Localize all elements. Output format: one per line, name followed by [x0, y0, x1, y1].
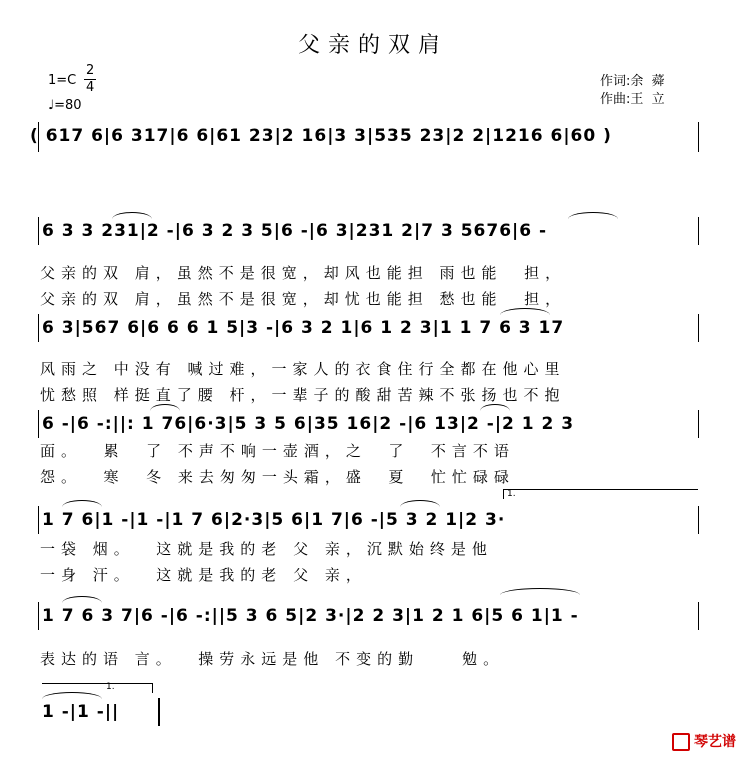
composer-credit: 作曲:王 立: [600, 92, 665, 107]
song-title: 父亲的双肩: [297, 33, 448, 58]
time-signature-top: 2: [86, 63, 95, 78]
line-end-bar: [698, 122, 699, 152]
volta-bracket-edge: [152, 683, 153, 693]
line-end-bar: [698, 602, 699, 630]
line-end-bar: [698, 506, 699, 534]
notation-line-1: ( 617 6|6 317|6 6|61 23|2 16|3 3|535 23|2 2|1216 6|60 ): [30, 126, 612, 146]
line-start-bar: [38, 217, 39, 245]
line-start-bar: [38, 314, 39, 342]
lyrics-verse-2-line-4: 一身 汗。 这就是我的老 父 亲，: [40, 566, 367, 584]
lyrics-verse-2-line-2: 忧愁照 样挺直了腰 杆，一辈子的酸甜苦辣不张扬也不抱: [40, 386, 566, 404]
slur-mark: [42, 692, 102, 699]
line-start-bar: [38, 602, 39, 630]
notation-line-6: 1 7 6 3 7|6 -|6 -:||5 3 6 5|2 3·|2 2 3|1 2 1 6|5 6 1|1 -: [42, 606, 579, 626]
slur-mark: [112, 212, 152, 219]
volta-bracket-edge: [503, 489, 504, 499]
line-end-bar: [698, 410, 699, 438]
notation-line-7: 1 -|1 -||: [42, 702, 120, 722]
site-logo: [672, 731, 736, 751]
line-end-bar: [698, 217, 699, 245]
lyrics-verse-1-line-1: 父亲的双 肩，虽然不是很宽，却风也能担 雨也能 担，: [40, 264, 567, 282]
slur-mark: [400, 500, 440, 507]
logo-text: 琴艺谱: [694, 734, 736, 750]
logo-icon: [672, 733, 690, 751]
volta-bracket: [503, 489, 698, 490]
volta-bracket: [42, 683, 152, 684]
tempo-mark: ♩=80: [48, 98, 82, 113]
slur-mark: [62, 500, 102, 507]
lyricist-credit: 作词:余 蕣: [600, 74, 665, 89]
time-signature-bottom: 4: [86, 80, 95, 95]
line-end-bar: [698, 314, 699, 342]
line-start-bar: [38, 506, 39, 534]
notation-line-2: 6 3 3 231|2 -|6 3 2 3 5|6 -|6 3|231 2|7 3 5676|6 -: [42, 221, 548, 241]
lyrics-verse-1-line-5: 表达的语 言。 操劳永远是他 不变的勤 勉。: [40, 650, 505, 668]
notation-line-3: 6 3|567 6|6 6 6 1 5|3 -|6 3 2 1|6 1 2 3|1 1 7 6 3 17: [42, 318, 565, 338]
slur-mark: [480, 404, 510, 411]
volta-label: 1.: [507, 489, 516, 499]
slur-mark: [568, 212, 618, 219]
lyrics-verse-1-line-3: 面。 累 了 不声不响一壶酒，之 了 不言不语: [40, 442, 515, 460]
slur-mark: [62, 596, 102, 603]
lyrics-verse-2-line-3: 怨。 寒 冬 来去匆匆一头霜，盛 夏 忙忙碌碌: [40, 468, 515, 486]
slur-mark: [500, 588, 580, 595]
lyrics-verse-2-line-1: 父亲的双 肩，虽然不是很宽，却忧也能担 愁也能 担，: [40, 290, 567, 308]
key-signature: 1=C: [48, 73, 77, 88]
slur-mark: [150, 404, 180, 411]
notation-line-5: 1 7 6|1 -|1 -|1 7 6|2·3|5 6|1 7|6 -|5 3 2 1|2 3·: [42, 510, 506, 530]
lyrics-verse-1-line-2: 风雨之 中没有 喊过难，一家人的衣食住行全都在他心里: [40, 360, 566, 378]
slur-mark: [500, 308, 550, 315]
line-start-bar: [38, 410, 39, 438]
volta-label: 1.: [106, 682, 115, 692]
final-bar: [158, 698, 160, 726]
notation-line-4: 6 -|6 -:||: 1 76|6·3|5 3 5 6|35 16|2 -|6 13|2 -|2 1 2 3: [42, 414, 575, 434]
lyrics-verse-1-line-4: 一袋 烟。 这就是我的老 父 亲，沉默始终是他: [40, 540, 493, 558]
